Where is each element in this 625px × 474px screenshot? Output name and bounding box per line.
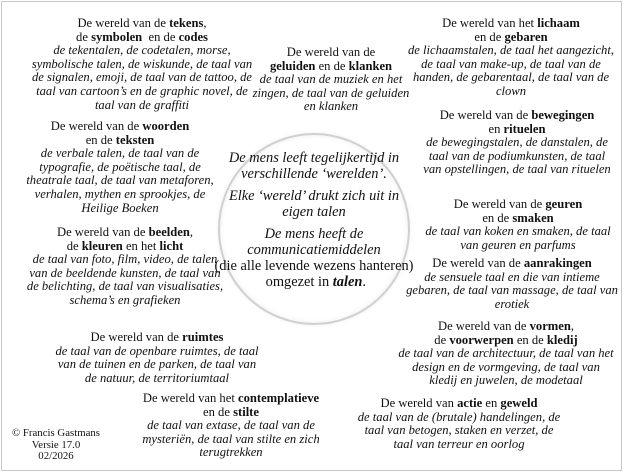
heading-text: en de [203, 404, 234, 419]
keyword: geluiden [269, 58, 316, 73]
heading-prefix: De wereld van de [453, 197, 546, 211]
heading-prefix: De wereld van de [432, 256, 524, 270]
block-bewegingen [419, 109, 615, 177]
center-paragraph [214, 226, 414, 290]
heading-prefix: De wereld van de [437, 319, 530, 333]
heading [25, 226, 225, 253]
block-ruimtes [52, 331, 262, 385]
heading [398, 320, 614, 347]
heading-text: en de [85, 132, 116, 147]
heading [128, 392, 334, 419]
keyword: teksten [115, 132, 155, 147]
keyword: bewegingen [531, 108, 595, 122]
heading-text: en de [142, 29, 179, 44]
keyword: tekens [169, 16, 204, 30]
heading-text: , [570, 319, 575, 333]
keyword: geuren [545, 197, 583, 211]
block-vormen [398, 320, 614, 388]
heading-text: , [189, 225, 194, 239]
copyright-date: 02/2026 [38, 450, 74, 462]
description: de verbale talen, de taal van de typografie, de poëtische taal, de theatrale taal, de taal van metaforen, verhalen, mythen en sprookjes, de Heilige Boeken [26, 146, 214, 215]
description: de taal van koken en smaken, de taal van geuren en parfums [425, 224, 611, 252]
description: de taal van de openbare ruimtes, de taal van de tuinen en de parken, de taal van de natuur, de territoriumtaal [55, 343, 259, 385]
heading [356, 397, 562, 411]
center-text [214, 150, 414, 296]
block-contemplatieve [128, 392, 334, 460]
heading [405, 257, 619, 271]
heading-text: de [66, 238, 82, 253]
keyword: vormen [529, 319, 571, 333]
center-line: omgezet in [262, 274, 333, 290]
keyword: ruimtes [182, 330, 224, 344]
heading [28, 17, 256, 44]
block-geuren [420, 198, 616, 252]
block-aanrakingen [405, 257, 619, 311]
keyword: licht [159, 238, 184, 253]
heading-prefix: De wereld van de [286, 45, 376, 59]
center-keyword: talen [332, 274, 363, 290]
keyword: woorden [142, 119, 190, 133]
keyword: aanrakingen [523, 256, 592, 270]
center-paragraph: De mens leeft tegelijkertijd in verschillende ‘werelden’. [228, 150, 400, 182]
description: de taal van foto, film, video, de talen van de beeldende kunsten, de taal van de belichting, de taal van visualisaties, schema’s en grafieken [26, 252, 224, 307]
keyword: stilte [233, 404, 259, 419]
description: de taal van de (brutale) handelingen, de taal van betogen, staken en verzet, de taal van terreur en oorlog [357, 409, 561, 451]
description: de taal van de architectuur, de taal van het design en de vormgeving, de taal van kledij en juwelen, de modetaal [398, 346, 614, 388]
block-woorden [22, 120, 218, 215]
keyword: symbolen [91, 29, 143, 44]
heading-prefix: De wereld van de [439, 108, 532, 122]
keyword: geweld [500, 396, 538, 410]
description: de taal van de muziek en het zingen, de taal van de geluiden en klanken [252, 72, 410, 114]
description: de taal van extase, de taal van de mysteriën, de taal van stilte en zich terugtrekken [142, 418, 320, 460]
heading-text: en het [122, 238, 160, 253]
block-tekens [28, 17, 256, 112]
block-actie [356, 397, 562, 451]
description: de tekentalen, de codetalen, morse, symbolische talen, de wiskunde, de taal van de signalen, emoji, de taal van de tattoo, de taal van cartoon’s en de graphic novel, de taal van de graffiti [31, 43, 253, 112]
copyright-version: Versie 17.0 [31, 438, 81, 451]
heading-prefix: De wereld van de [56, 225, 149, 239]
copyright [8, 428, 104, 463]
keyword: smaken [512, 210, 554, 225]
heading-prefix: De wereld van de [50, 119, 143, 133]
heading-text: en de [482, 210, 513, 225]
heading-prefix: De wereld van het [442, 16, 538, 30]
keyword: kleuren [81, 238, 123, 253]
center-line: De mens heeft de communicatiemiddelen [247, 226, 381, 258]
description: de bewegingstalen, de danstalen, de taal van de podiumkunsten, de taal van opstellingen, de taal van rituelen [423, 135, 611, 177]
heading-prefix: De wereld van het [142, 391, 238, 405]
heading-text: en de [315, 58, 349, 73]
keyword: voorwerpen [449, 332, 514, 347]
heading-text: en [482, 396, 501, 410]
keyword: actie [457, 396, 483, 410]
keyword: codes [178, 29, 208, 44]
heading [22, 120, 218, 147]
block-lichaam [407, 17, 615, 99]
heading [419, 109, 615, 136]
keyword: rituelen [503, 121, 546, 136]
block-geluiden [250, 46, 412, 114]
heading [420, 198, 616, 225]
heading-text: , [203, 16, 207, 30]
keyword: kledij [546, 332, 578, 347]
heading-text: de [76, 29, 92, 44]
keyword: beelden [148, 225, 190, 239]
center-paragraph: Elke ‘wereld’ drukt zich uit in eigen talen [228, 188, 400, 220]
copyright-author: © Francis Gastmans [12, 427, 100, 439]
keyword: contemplatieve [237, 391, 320, 405]
heading-text: de [434, 332, 450, 347]
heading-prefix: De wereld van de [90, 330, 183, 344]
heading-prefix: De wereld van de [77, 16, 170, 30]
heading [250, 46, 412, 73]
heading-prefix: De wereld van [380, 396, 458, 410]
keyword: lichaam [537, 16, 580, 30]
keyword: klanken [348, 58, 393, 73]
description: de sensuele taal en die van intieme gebaren, de taal van massage, de taal van erotiek [406, 269, 618, 311]
heading-text: en [488, 121, 504, 136]
heading [52, 331, 262, 345]
block-beelden [25, 226, 225, 308]
keyword: gebaren [504, 29, 548, 44]
heading [407, 17, 615, 44]
description: de lichaamstalen, de taal het aangezicht, de taal van make-up, de taal van de handen, de gebarentaal, de taal van de clown [407, 43, 614, 98]
heading-text: en de [474, 29, 505, 44]
heading-text: en de [513, 332, 547, 347]
center-line: (die alle levende wezens hanteren) [214, 258, 414, 274]
center-line: . [362, 274, 366, 290]
